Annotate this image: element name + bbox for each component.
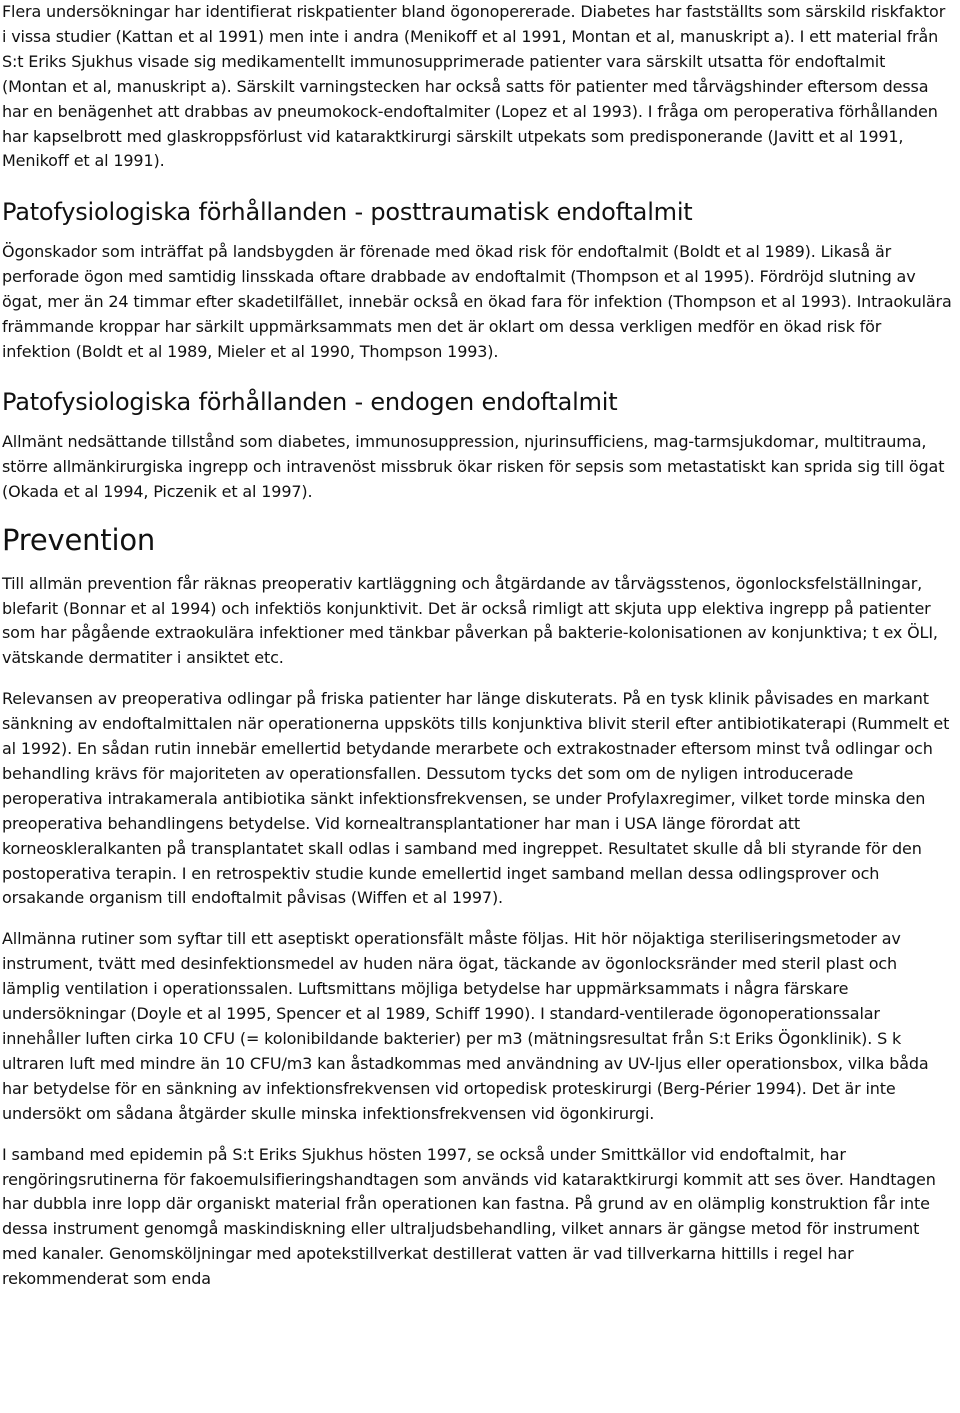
heading-posttraumatisk: Patofysiologiska förhållanden - posttraumatisk endoftalmit — [2, 198, 693, 227]
document-page — [2, 0, 954, 1292]
heading-endogen: Patofysiologiska förhållanden - endogen endoftalmit — [2, 387, 618, 416]
paragraph-riskpatienter: Flera undersökningar har identifierat riskpatienter bland ögonopererade. Diabetes har fastställts som särskild riskfaktor i vissa studier (Kattan et al 1991) men inte i andra (Menikoff et al 1991, Montan et al, manuskript a). I ett material från S:t Eriks Sjukhus visade sig medikamentellt immunosupprimerade patienter vara särskilt utsatta för endoftalmit (Montan et al, manuskript a). Särskilt varningstecken har också satts för patienter med tårvägshinder eftersom dessa har en benägenhet att drabbas av pneumokock-endoftalmiter (Lopez et al 1993). I fråga om peroperativa förhållanden har kapselbrott med glaskroppsförlust vid kataraktkirurgi särskilt utpekats som predisponerande (Javitt et al 1991, Menikoff et al 1991). — [2, 2, 946, 171]
paragraph-prevention-4: I samband med epidemin på S:t Eriks Sjukhus hösten 1997, se också under Smittkällor vid endoftalmit, har rengöringsrutinerna för fakoemulsifieringshandtagen som används vid kataraktkirurgi kommit att ses över. Handtagen har dubbla inre lopp där organiskt material från operationen kan fastna. På grund av en olämplig konstruktion får inte dessa instrument genomgå maskindiskning eller ultraljudsbehandling, vilket annars är gängse metod för instrument med kanaler. Genomsköljningar med apotekstillverkat destillerat vatten är vad tillverkarna hittills i regel har rekommenderat som enda — [2, 1144, 936, 1289]
paragraph-endogen: Allmänt nedsättande tillstånd som diabetes, immunosuppression, njurinsufficiens, mag-tarmsjukdomar, multitrauma, större allmänkirurgiska ingrepp och intravenöst missbruk ökar risken för sepsis som metastatiskt kan sprida sig till ögat (Okada et al 1994, Piczenik et al 1997). — [2, 431, 945, 501]
paragraph-prevention-1: Till allmän prevention får räknas preoperativ kartläggning och åtgärdande av tårvägsstenos, ögonlocksfelställningar, blefarit (Bonnar et al 1994) och infektiös konjunktivit. Det är också rimligt att skjuta upp elektiva ingrepp på patienter som har pågående extraokulära infektioner med tänkbar påverkan på bakterie-kolonisationen av konjunktiva; t ex ÖLI, vätskande dermatiter i ansiktet etc. — [2, 573, 938, 668]
paragraph-prevention-3: Allmänna rutiner som syftar till ett aseptiskt operationsfält måste följas. Hit hör nöjaktiga steriliseringsmetoder av instrument, tvätt med desinfektionsmedel av huden nära ögat, täckande av ögonlocksränder med steril plast och lämplig ventilation i operationssalen. Luftsmittans möjliga betydelse har uppmärksammats i några färskare undersökningar (Doyle et al 1995, Spencer et al 1989, Schiff 1990). I standard-ventilerade ögonoperationssalar innehåller luften cirka 10 CFU (= kolonibildande bakterier) per m3 (mätningsresultat från S:t Eriks Ögonklinik). S k ultraren luft med mindre än 10 CFU/m3 kan åstadkommas med användning av UV-ljus eller operationsbox, vilka båda har betydelse för en sänkning av infektionsfrekvensen vid ortopedisk proteskirurgi (Berg-Périer 1994). Det är inte undersökt om sådana åtgärder skulle minska infektionsfrekvensen vid ögonkirurgi. — [2, 929, 929, 1123]
paragraph-prevention-2: Relevansen av preoperativa odlingar på friska patienter har länge diskuterats. På en tysk klinik påvisades en markant sänkning av endoftalmittalen när operationerna uppsköts tills konjunktiva blivit steril efter antibiotikaterapi (Rummelt et al 1992). En sådan rutin innebär emellertid betydande merarbete och extrakostnader eftersom minst två odlingar och behandling krävs för majoriteten av operationsfallen. Dessutom tycks det som om de nyligen introducerade peroperativa intrakamerala antibiotika sänkt infektionsfrekvensen, se under Profylaxregimer, vilket torde minska den preoperativa behandlingens betydelse. Vid kornealtransplantationer har man i USA länge förordat att korneoskleralkanten på transplantatet skall odlas i samband med ingreppet. Resultatet skulle då bli styrande för den postoperativa terapin. I en retrospektiv studie kunde emellertid inget samband mellan dessa odlingsprover och orsakande organism till endoftalmit påvisas (Wiffen et al 1997). — [2, 689, 950, 908]
heading-prevention: Prevention — [2, 522, 156, 557]
paragraph-posttraumatisk: Ögonskador som inträffat på landsbygden är förenade med ökad risk för endoftalmit (Boldt et al 1989). Likaså är perforade ögon med samtidig linsskada oftare drabbade av endoftalmit (Thompson et al 1995). Fördröjd slutning av ögat, mer än 24 timmar efter skadetilfället, innebär också en ökad fara för infektion (Thompson et al 1993). Intraokulära främmande kroppar har särkilt uppmärksammats men det är oklart om dessa verkligen medför en ökad risk för infektion (Boldt et al 1989, Mieler et al 1990, Thompson 1993). — [2, 242, 952, 361]
